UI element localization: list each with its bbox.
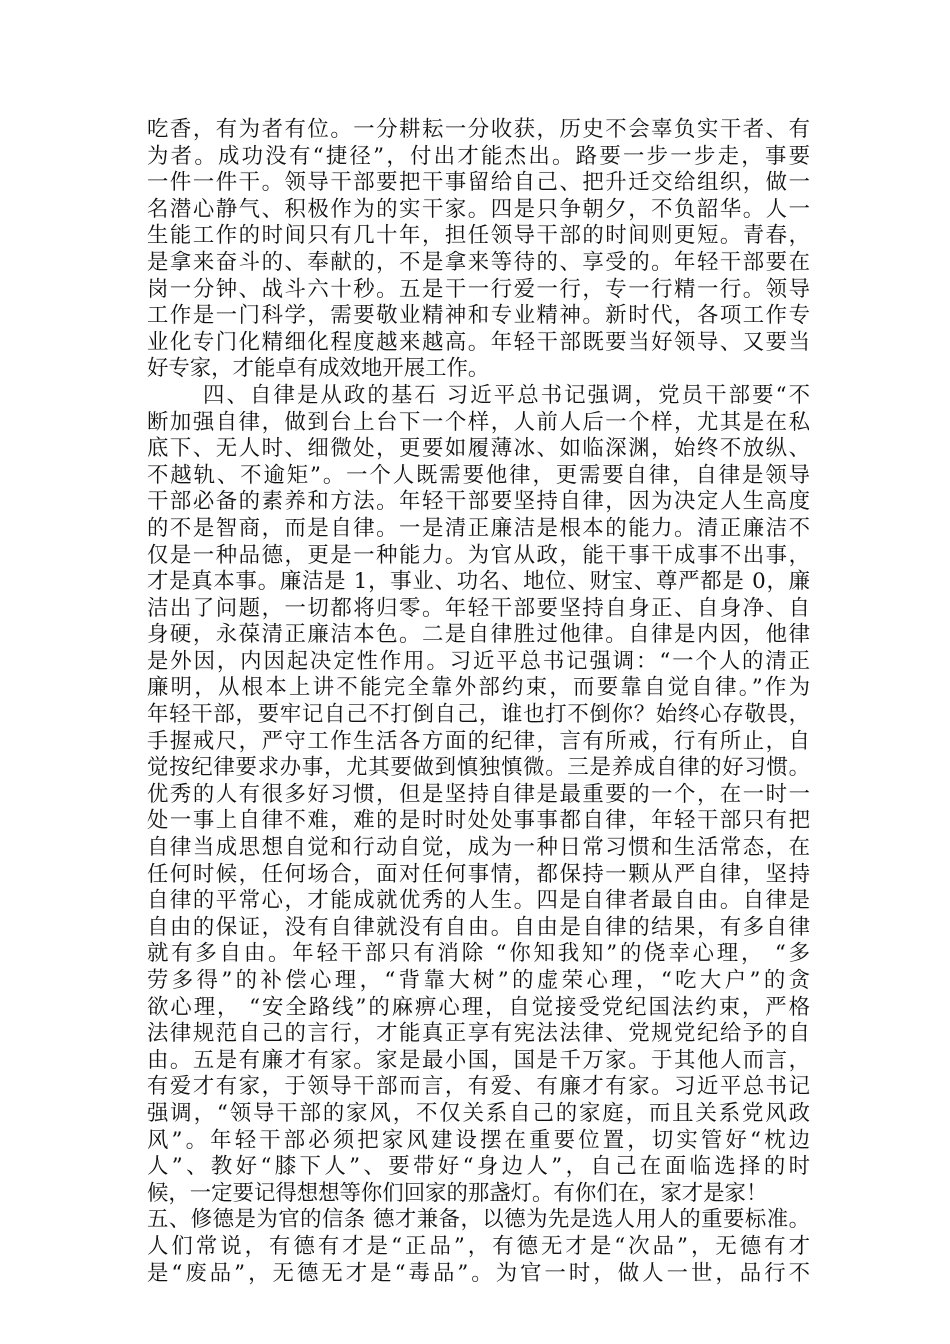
text-line: 自律当成思想自觉和行动自觉，成为一种日常习惯和生活常态，在 <box>147 835 810 861</box>
text-line: 强调，“领导干部的家风，不仅关系自己的家庭，而且关系党风政 <box>147 1100 810 1126</box>
text-line: 优秀的人有很多好习惯，但是坚持自律是最重要的一个，在一时一 <box>147 781 810 807</box>
text-line: 自律的平常心，才能成就优秀的人生。四是自律者最自由。自律是 <box>147 888 810 914</box>
text-line: 底下、无人时、细微处，更要如履薄冰、如临深渊，始终不放纵、 <box>147 436 810 462</box>
text-line: 手握戒尺，严守工作生活各方面的纪律，言有所戒，行有所止，自 <box>147 728 810 754</box>
text-line: 断加强自律，做到台上台下一个样，人前人后一个样，尤其是在私 <box>147 409 810 435</box>
text-line: 一件一件干。领导干部要把干事留给自己、把升迁交给组织，做一 <box>147 170 810 196</box>
document-body <box>147 117 810 1287</box>
text-line: 就有多自由。年轻干部只有消除 “你知我知”的侥幸心理， “多 <box>147 941 810 967</box>
text-line: 五、修德是为官的信条 德才兼备，以德为先是选人用人的重要标准。 <box>147 1207 810 1233</box>
text-line: 自由的保证，没有自律就没有自由。自由是自律的结果，有多自律 <box>147 914 810 940</box>
text-line: 年轻干部，要牢记自己不打倒自己，谁也打不倒你？始终心存敬畏， <box>147 702 810 728</box>
text-line: 廉明，从根本上讲不能完全靠外部约束，而要靠自觉自律。”作为 <box>147 675 810 701</box>
text-line: 洁出了问题，一切都将归零。年轻干部要坚持自身正、自身净、自 <box>147 595 810 621</box>
text-line: 人们常说，有德有才是“正品”，有德无才是“次品”，无德有才 <box>147 1233 810 1259</box>
text-line: 觉按纪律要求办事，尤其要做到慎独慎微。三是养成自律的好习惯。 <box>147 755 810 781</box>
text-line: 岗一分钟、战斗六十秒。五是干一行爱一行，专一行精一行。领导 <box>147 276 810 302</box>
text-line: 法律规范自己的言行，才能真正享有宪法法律、党规党纪给予的自 <box>147 1021 810 1047</box>
text-line: 候，一定要记得想想等你们回家的那盏灯。有你们在，家才是家！ <box>147 1180 768 1206</box>
text-line: 工作是一门科学，需要敬业精神和专业精神。新时代，各项工作专 <box>147 303 810 329</box>
text-line: 四、自律是从政的基石 习近平总书记强调，党员干部要“不 <box>203 382 810 408</box>
text-line: 不越轨、不逾矩”。一个人既需要他律，更需要自律，自律是领导 <box>147 462 810 488</box>
text-line: 吃香，有为者有位。一分耕耘一分收获，历史不会辜负实干者、有 <box>147 117 810 142</box>
text-line: 名潜心静气、积极作为的实干家。四是只争朝夕，不负韶华。人一 <box>147 196 810 222</box>
text-line: 风”。年轻干部必须把家风建设摆在重要位置，切实管好“枕边 <box>147 1127 810 1153</box>
text-line: 是拿来奋斗的、奉献的，不是拿来等待的、享受的。年轻干部要在 <box>147 249 810 275</box>
text-line: 有爱才有家，于领导干部而言，有爱、有廉才有家。习近平总书记 <box>147 1074 810 1100</box>
text-line: 欲心理， “安全路线”的麻痹心理，自觉接受党纪国法约束，严格 <box>147 994 810 1020</box>
text-line: 是外因，内因起决定性作用。习近平总书记强调：“一个人的清正 <box>147 648 810 674</box>
text-line: 人”、教好“膝下人”、要带好“身边人”，自己在面临选择的时 <box>147 1154 810 1180</box>
text-line: 劳多得”的补偿心理，“背靠大树”的虚荣心理，“吃大户”的贪 <box>147 968 810 993</box>
text-line: 干部必备的素养和方法。年轻干部要坚持自律，因为决定人生高度 <box>147 489 810 515</box>
text-line: 是“废品”，无德无才是“毒品”。为官一时，做人一世，品行不 <box>147 1260 810 1286</box>
text-line: 好专家，才能卓有成效地开展工作。 <box>147 356 490 382</box>
text-line: 处一事上自律不难，难的是时时处处事事都自律，年轻干部只有把 <box>147 808 810 834</box>
text-line: 仅是一种品德，更是一种能力。为官从政，能干事干成事不出事， <box>147 542 810 568</box>
text-line: 的不是智商，而是自律。一是清正廉洁是根本的能力。清正廉洁不 <box>147 515 810 541</box>
text-line: 由。五是有廉才有家。家是最小国，国是千万家。于其他人而言， <box>147 1047 810 1073</box>
text-line: 生能工作的时间只有几十年，担任领导干部的时间则更短。青春， <box>147 223 810 249</box>
text-line: 为者。成功没有“捷径”，付出才能杰出。路要一步一步走，事要 <box>147 143 810 169</box>
text-line: 任何时候，任何场合，面对任何事情，都保持一颗从严自律，坚持 <box>147 861 810 887</box>
text-line: 业化专门化精细化程度越来越高。年轻干部既要当好领导、又要当 <box>147 329 810 355</box>
text-line: 才是真本事。廉洁是 1，事业、功名、地位、财宝、尊严都是 0，廉 <box>147 569 810 595</box>
text-line: 身硬，永葆清正廉洁本色。二是自律胜过他律。自律是内因，他律 <box>147 622 810 648</box>
